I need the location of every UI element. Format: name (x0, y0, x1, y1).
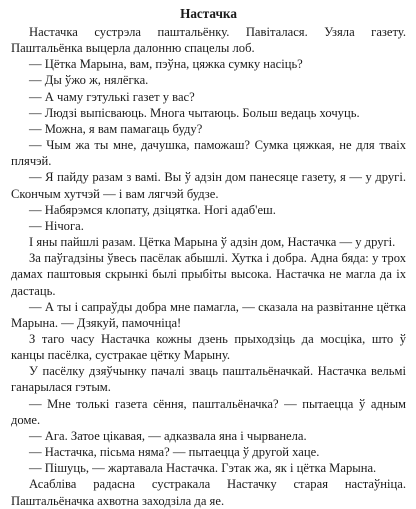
paragraph: І яны пайшлі разам. Цётка Марына ў адзін дом, Настачка — у другі. (29, 235, 396, 250)
paragraph: — Настачка, пісьма няма? — пытаецца ў другой хаце. (29, 445, 320, 460)
paragraph: — Нічога. (29, 218, 84, 233)
paragraph: За паўгадзіны ўвесь пасёлак абышлі. Хутка і добра. Адна бяда: у трох дамах паштовыя скрынкі былі прыбіты высока. Настачка не магла да іх дастаць. (11, 251, 406, 298)
paragraph: — Чым жа ты мне, дачушка, паможаш? Сумка цяжкая, не для тваіх плячэй. (11, 138, 406, 169)
paragraph: — Я пайду разам з вамі. Вы ў адзін дом панесяце газету, я — у другі. Скончым хутчэй — і вам лягчэй будзе. (11, 170, 406, 201)
paragraph: — Ага. Затое цікавая, — адказвала яна і чырванела. (29, 428, 307, 443)
story-title: Настачка (180, 6, 237, 21)
paragraph: Настачка сустрэла паштальёнку. Павіталася. Узяла газету. Паштальёнка выцерла далонню спацелы лоб. (11, 25, 406, 56)
paragraph: З таго часу Настачка кожны дзень прыходзіць да мосціка, што ў канцы пасёлка, сустракае цётку Марыну. (11, 331, 406, 363)
paragraph: — А ты і сапраўды добра мне памагла, — сказала на развітанне цётка Марына. — Дзякуй, памочніца! (11, 299, 406, 330)
paragraph: — Ды ўжо ж, нялёгка. (29, 73, 149, 88)
paragraph: — Можна, я вам памагаць буду? (29, 121, 203, 136)
paragraph: Асабліва радасна сустракала Настачку старая настаўніца. Паштальёначка ахвотна заходзіла да яе. (11, 477, 406, 508)
paragraph: — Мне толькі газета сёння, паштальёначка? — пытаецца ў адным доме. (11, 396, 406, 427)
paragraph: — А чаму гэтулькі газет у вас? (29, 89, 195, 104)
paragraph: — Пішуць, — жартавала Настачка. Гэтак жа, як і цётка Марына. (29, 461, 377, 476)
paragraph: — Набярэмся клопату, дзіцятка. Ногі адаб'еш. (29, 202, 276, 217)
paragraph: — Людзі выпісваюць. Многа чытаюць. Больш ведаць хочуць. (29, 105, 360, 120)
paragraph: У пасёлку дзяўчынку пачалі зваць паштальёначкай. Настачка вельмі ганарылася гэтым. (11, 364, 406, 395)
paragraph: — Цётка Марына, вам, пэўна, цяжка сумку насіць? (29, 57, 303, 72)
